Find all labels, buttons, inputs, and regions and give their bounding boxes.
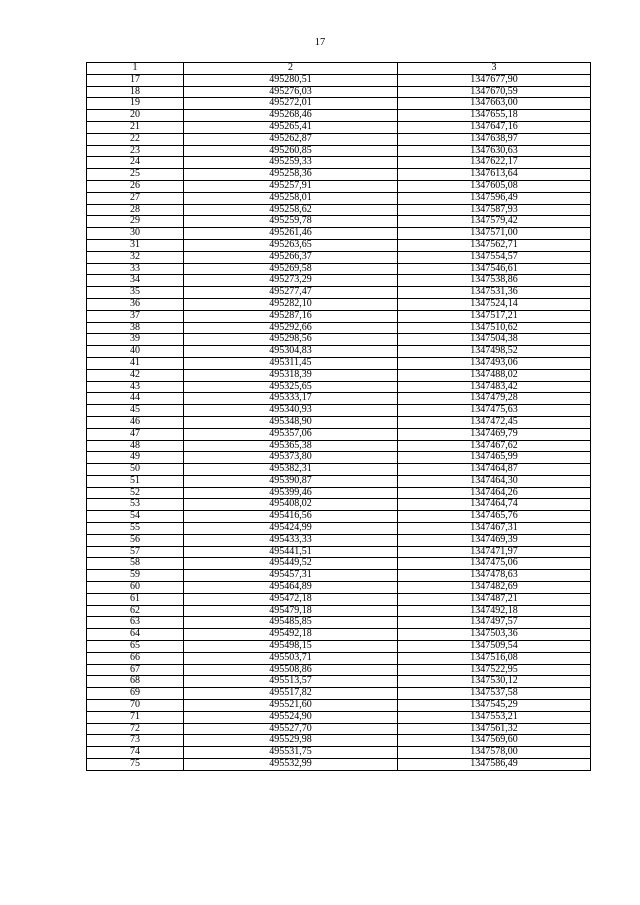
point-number-cell: 56 — [87, 534, 184, 546]
table-row — [87, 357, 591, 369]
x-coordinate-cell: 495485,85 — [184, 617, 398, 629]
x-coordinate-cell: 495424,99 — [184, 523, 398, 535]
x-coordinate-cell: 495357,06 — [184, 428, 398, 440]
table-row — [87, 617, 591, 629]
x-coordinate-cell: 495261,46 — [184, 228, 398, 240]
x-coordinate-cell: 495408,02 — [184, 499, 398, 511]
table-row — [87, 452, 591, 464]
x-coordinate-cell: 495272,01 — [184, 98, 398, 110]
table-row — [87, 310, 591, 322]
table-row — [87, 298, 591, 310]
x-coordinate-cell: 495527,70 — [184, 723, 398, 735]
table-row — [87, 133, 591, 145]
table-row — [87, 98, 591, 110]
table-row — [87, 593, 591, 605]
y-coordinate-cell: 1347630,63 — [398, 145, 591, 157]
x-coordinate-cell: 495479,18 — [184, 605, 398, 617]
point-number-cell: 63 — [87, 617, 184, 629]
point-number-cell: 73 — [87, 735, 184, 747]
y-coordinate-cell: 1347613,64 — [398, 169, 591, 181]
point-number-cell: 39 — [87, 334, 184, 346]
table-row — [87, 204, 591, 216]
point-number-cell: 55 — [87, 523, 184, 535]
table-row — [87, 180, 591, 192]
y-coordinate-cell: 1347478,63 — [398, 570, 591, 582]
x-coordinate-cell: 495280,51 — [184, 74, 398, 86]
y-coordinate-cell: 1347553,21 — [398, 711, 591, 723]
x-coordinate-cell: 495449,52 — [184, 558, 398, 570]
y-coordinate-cell: 1347487,21 — [398, 593, 591, 605]
x-coordinate-cell: 495433,33 — [184, 534, 398, 546]
point-number-cell: 59 — [87, 570, 184, 582]
y-coordinate-cell: 1347498,52 — [398, 346, 591, 358]
x-coordinate-cell: 495282,10 — [184, 298, 398, 310]
y-coordinate-cell: 1347464,30 — [398, 475, 591, 487]
y-coordinate-cell: 1347475,63 — [398, 405, 591, 417]
table-row — [87, 192, 591, 204]
point-number-cell: 30 — [87, 228, 184, 240]
y-coordinate-cell: 1347530,12 — [398, 676, 591, 688]
x-coordinate-cell: 495292,66 — [184, 322, 398, 334]
table-row — [87, 216, 591, 228]
table-row — [87, 523, 591, 535]
point-number-cell: 43 — [87, 381, 184, 393]
point-number-cell: 52 — [87, 487, 184, 499]
x-coordinate-cell: 495472,18 — [184, 593, 398, 605]
x-coordinate-cell: 495498,15 — [184, 641, 398, 653]
point-number-cell: 67 — [87, 664, 184, 676]
point-number-cell: 71 — [87, 711, 184, 723]
column-header: 2 — [184, 63, 398, 75]
y-coordinate-cell: 1347670,59 — [398, 86, 591, 98]
y-coordinate-cell: 1347677,90 — [398, 74, 591, 86]
table-row — [87, 723, 591, 735]
x-coordinate-cell: 495263,65 — [184, 239, 398, 251]
point-number-cell: 54 — [87, 511, 184, 523]
x-coordinate-cell: 495258,62 — [184, 204, 398, 216]
y-coordinate-cell: 1347464,87 — [398, 464, 591, 476]
table-row — [87, 263, 591, 275]
y-coordinate-cell: 1347472,45 — [398, 416, 591, 428]
x-coordinate-cell: 495382,31 — [184, 464, 398, 476]
point-number-cell: 26 — [87, 180, 184, 192]
y-coordinate-cell: 1347516,08 — [398, 652, 591, 664]
table-row — [87, 759, 591, 771]
table-row — [87, 228, 591, 240]
x-coordinate-cell: 495457,31 — [184, 570, 398, 582]
x-coordinate-cell: 495258,01 — [184, 192, 398, 204]
x-coordinate-cell: 495266,37 — [184, 251, 398, 263]
table-header-row — [87, 63, 591, 75]
point-number-cell: 65 — [87, 641, 184, 653]
point-number-cell: 35 — [87, 287, 184, 299]
y-coordinate-cell: 1347469,39 — [398, 534, 591, 546]
x-coordinate-cell: 495390,87 — [184, 475, 398, 487]
table-row — [87, 428, 591, 440]
table-row — [87, 534, 591, 546]
table-row — [87, 169, 591, 181]
table-row — [87, 558, 591, 570]
y-coordinate-cell: 1347509,54 — [398, 641, 591, 653]
point-number-cell: 22 — [87, 133, 184, 145]
point-number-cell: 47 — [87, 428, 184, 440]
x-coordinate-cell: 495259,33 — [184, 157, 398, 169]
point-number-cell: 29 — [87, 216, 184, 228]
y-coordinate-cell: 1347464,74 — [398, 499, 591, 511]
table-row — [87, 86, 591, 98]
table-row — [87, 487, 591, 499]
y-coordinate-cell: 1347579,42 — [398, 216, 591, 228]
point-number-cell: 62 — [87, 605, 184, 617]
point-number-cell: 36 — [87, 298, 184, 310]
y-coordinate-cell: 1347545,29 — [398, 700, 591, 712]
table-row — [87, 74, 591, 86]
table-row — [87, 405, 591, 417]
point-number-cell: 31 — [87, 239, 184, 251]
table-row — [87, 641, 591, 653]
point-number-cell: 40 — [87, 346, 184, 358]
point-number-cell: 24 — [87, 157, 184, 169]
y-coordinate-cell: 1347655,18 — [398, 110, 591, 122]
table-row — [87, 475, 591, 487]
y-coordinate-cell: 1347587,93 — [398, 204, 591, 216]
table-row — [87, 381, 591, 393]
point-number-cell: 70 — [87, 700, 184, 712]
coordinates-table — [86, 62, 591, 771]
table-row — [87, 275, 591, 287]
x-coordinate-cell: 495365,38 — [184, 440, 398, 452]
point-number-cell: 28 — [87, 204, 184, 216]
y-coordinate-cell: 1347605,08 — [398, 180, 591, 192]
column-header: 1 — [87, 63, 184, 75]
table-row — [87, 334, 591, 346]
table-row — [87, 393, 591, 405]
point-number-cell: 58 — [87, 558, 184, 570]
y-coordinate-cell: 1347569,60 — [398, 735, 591, 747]
point-number-cell: 51 — [87, 475, 184, 487]
x-coordinate-cell: 495524,90 — [184, 711, 398, 723]
point-number-cell: 34 — [87, 275, 184, 287]
y-coordinate-cell: 1347479,28 — [398, 393, 591, 405]
table-row — [87, 605, 591, 617]
y-coordinate-cell: 1347482,69 — [398, 582, 591, 594]
y-coordinate-cell: 1347622,17 — [398, 157, 591, 169]
table-row — [87, 145, 591, 157]
point-number-cell: 32 — [87, 251, 184, 263]
column-header: 3 — [398, 63, 591, 75]
x-coordinate-cell: 495441,51 — [184, 546, 398, 558]
x-coordinate-cell: 495532,99 — [184, 759, 398, 771]
x-coordinate-cell: 495258,36 — [184, 169, 398, 181]
x-coordinate-cell: 495503,71 — [184, 652, 398, 664]
table-row — [87, 346, 591, 358]
x-coordinate-cell: 495373,80 — [184, 452, 398, 464]
table-row — [87, 629, 591, 641]
point-number-cell: 19 — [87, 98, 184, 110]
y-coordinate-cell: 1347503,36 — [398, 629, 591, 641]
x-coordinate-cell: 495513,57 — [184, 676, 398, 688]
x-coordinate-cell: 495287,16 — [184, 310, 398, 322]
table-row — [87, 747, 591, 759]
point-number-cell: 75 — [87, 759, 184, 771]
point-number-cell: 18 — [87, 86, 184, 98]
table-row — [87, 570, 591, 582]
table-row — [87, 287, 591, 299]
point-number-cell: 57 — [87, 546, 184, 558]
table-row — [87, 688, 591, 700]
y-coordinate-cell: 1347554,57 — [398, 251, 591, 263]
point-number-cell: 61 — [87, 593, 184, 605]
y-coordinate-cell: 1347471,97 — [398, 546, 591, 558]
y-coordinate-cell: 1347538,86 — [398, 275, 591, 287]
y-coordinate-cell: 1347647,16 — [398, 121, 591, 133]
table-row — [87, 582, 591, 594]
y-coordinate-cell: 1347517,21 — [398, 310, 591, 322]
x-coordinate-cell: 495311,45 — [184, 357, 398, 369]
point-number-cell: 69 — [87, 688, 184, 700]
y-coordinate-cell: 1347561,32 — [398, 723, 591, 735]
x-coordinate-cell: 495298,56 — [184, 334, 398, 346]
point-number-cell: 45 — [87, 405, 184, 417]
point-number-cell: 48 — [87, 440, 184, 452]
y-coordinate-cell: 1347586,49 — [398, 759, 591, 771]
point-number-cell: 42 — [87, 369, 184, 381]
y-coordinate-cell: 1347537,58 — [398, 688, 591, 700]
point-number-cell: 74 — [87, 747, 184, 759]
table-row — [87, 464, 591, 476]
x-coordinate-cell: 495508,86 — [184, 664, 398, 676]
point-number-cell: 37 — [87, 310, 184, 322]
x-coordinate-cell: 495340,93 — [184, 405, 398, 417]
table-row — [87, 664, 591, 676]
point-number-cell: 46 — [87, 416, 184, 428]
y-coordinate-cell: 1347465,76 — [398, 511, 591, 523]
x-coordinate-cell: 495348,90 — [184, 416, 398, 428]
table-row — [87, 121, 591, 133]
point-number-cell: 60 — [87, 582, 184, 594]
table-row — [87, 369, 591, 381]
table-row — [87, 499, 591, 511]
y-coordinate-cell: 1347510,62 — [398, 322, 591, 334]
point-number-cell: 44 — [87, 393, 184, 405]
point-number-cell: 66 — [87, 652, 184, 664]
point-number-cell: 68 — [87, 676, 184, 688]
y-coordinate-cell: 1347493,06 — [398, 357, 591, 369]
y-coordinate-cell: 1347483,42 — [398, 381, 591, 393]
point-number-cell: 38 — [87, 322, 184, 334]
y-coordinate-cell: 1347467,31 — [398, 523, 591, 535]
y-coordinate-cell: 1347467,62 — [398, 440, 591, 452]
x-coordinate-cell: 495277,47 — [184, 287, 398, 299]
x-coordinate-cell: 495416,56 — [184, 511, 398, 523]
table-row — [87, 157, 591, 169]
point-number-cell: 17 — [87, 74, 184, 86]
point-number-cell: 25 — [87, 169, 184, 181]
y-coordinate-cell: 1347578,00 — [398, 747, 591, 759]
y-coordinate-cell: 1347596,49 — [398, 192, 591, 204]
page-number: 17 — [314, 37, 326, 48]
table-row — [87, 676, 591, 688]
x-coordinate-cell: 495273,29 — [184, 275, 398, 287]
x-coordinate-cell: 495517,82 — [184, 688, 398, 700]
table-row — [87, 110, 591, 122]
table-row — [87, 546, 591, 558]
x-coordinate-cell: 495259,78 — [184, 216, 398, 228]
point-number-cell: 41 — [87, 357, 184, 369]
point-number-cell: 21 — [87, 121, 184, 133]
table-row — [87, 440, 591, 452]
x-coordinate-cell: 495333,17 — [184, 393, 398, 405]
table-row — [87, 652, 591, 664]
x-coordinate-cell: 495529,98 — [184, 735, 398, 747]
y-coordinate-cell: 1347522,95 — [398, 664, 591, 676]
y-coordinate-cell: 1347475,06 — [398, 558, 591, 570]
point-number-cell: 49 — [87, 452, 184, 464]
point-number-cell: 20 — [87, 110, 184, 122]
y-coordinate-cell: 1347465,99 — [398, 452, 591, 464]
x-coordinate-cell: 495257,91 — [184, 180, 398, 192]
y-coordinate-cell: 1347497,57 — [398, 617, 591, 629]
point-number-cell: 33 — [87, 263, 184, 275]
y-coordinate-cell: 1347638,97 — [398, 133, 591, 145]
x-coordinate-cell: 495492,18 — [184, 629, 398, 641]
table-row — [87, 322, 591, 334]
y-coordinate-cell: 1347562,71 — [398, 239, 591, 251]
y-coordinate-cell: 1347546,61 — [398, 263, 591, 275]
table-row — [87, 511, 591, 523]
y-coordinate-cell: 1347464,26 — [398, 487, 591, 499]
x-coordinate-cell: 495464,89 — [184, 582, 398, 594]
point-number-cell: 50 — [87, 464, 184, 476]
y-coordinate-cell: 1347492,18 — [398, 605, 591, 617]
table-row — [87, 735, 591, 747]
x-coordinate-cell: 495399,46 — [184, 487, 398, 499]
x-coordinate-cell: 495268,46 — [184, 110, 398, 122]
table-row — [87, 416, 591, 428]
y-coordinate-cell: 1347488,02 — [398, 369, 591, 381]
x-coordinate-cell: 495325,65 — [184, 381, 398, 393]
point-number-cell: 27 — [87, 192, 184, 204]
table-row — [87, 239, 591, 251]
y-coordinate-cell: 1347469,79 — [398, 428, 591, 440]
point-number-cell: 23 — [87, 145, 184, 157]
x-coordinate-cell: 495318,39 — [184, 369, 398, 381]
y-coordinate-cell: 1347524,14 — [398, 298, 591, 310]
y-coordinate-cell: 1347571,00 — [398, 228, 591, 240]
x-coordinate-cell: 495304,83 — [184, 346, 398, 358]
point-number-cell: 53 — [87, 499, 184, 511]
y-coordinate-cell: 1347663,00 — [398, 98, 591, 110]
y-coordinate-cell: 1347504,38 — [398, 334, 591, 346]
point-number-cell: 64 — [87, 629, 184, 641]
table-row — [87, 700, 591, 712]
x-coordinate-cell: 495265,41 — [184, 121, 398, 133]
x-coordinate-cell: 495262,87 — [184, 133, 398, 145]
x-coordinate-cell: 495269,58 — [184, 263, 398, 275]
x-coordinate-cell: 495260,85 — [184, 145, 398, 157]
x-coordinate-cell: 495276,03 — [184, 86, 398, 98]
y-coordinate-cell: 1347531,36 — [398, 287, 591, 299]
x-coordinate-cell: 495531,75 — [184, 747, 398, 759]
x-coordinate-cell: 495521,60 — [184, 700, 398, 712]
table-row — [87, 251, 591, 263]
table-row — [87, 711, 591, 723]
point-number-cell: 72 — [87, 723, 184, 735]
